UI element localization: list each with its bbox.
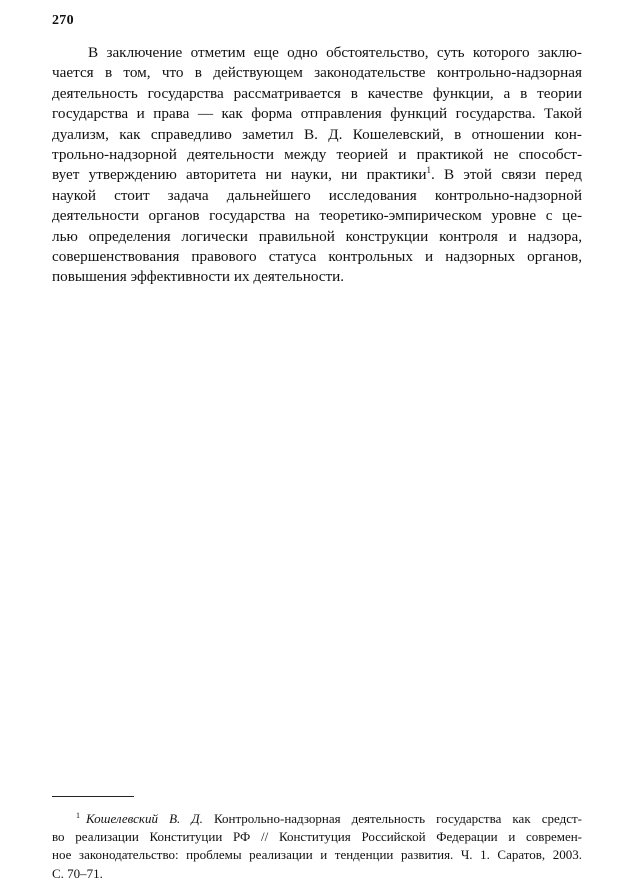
page-number: 270 bbox=[52, 13, 74, 28]
footnote-reference[interactable]: 1 bbox=[426, 165, 432, 176]
footnote-line: С. 70–71. bbox=[52, 865, 103, 881]
paragraph-line: государства и права — как форма отправления функций государства. Такой bbox=[52, 105, 582, 123]
main-paragraph bbox=[52, 43, 582, 288]
paragraph-line: чается в том, что в действующем законодательстве контрольно-надзорная bbox=[52, 64, 582, 82]
footnote bbox=[52, 810, 582, 883]
footnote-divider bbox=[52, 796, 134, 797]
paragraph-line: деятельность государства рассматривается в качестве функции, а в теории bbox=[52, 84, 582, 102]
paragraph-line: наукой стоит задача дальнейшего исследования контрольно-надзорной bbox=[52, 186, 582, 204]
paragraph-line-text: вует утверждению авторитета ни науки, ни практики bbox=[52, 166, 427, 184]
paragraph-line: В заключение отметим еще одно обстоятельство, суть которого заклю- bbox=[88, 44, 582, 61]
footnote-text: Контрольно-надзорная деятельность государства как средст- bbox=[202, 811, 582, 826]
paragraph-line: повышения эффективности их деятельности. bbox=[52, 268, 345, 286]
paragraph-line-with-footnote bbox=[52, 165, 582, 185]
paragraph-line: лью определения логически правильной конструкции контроля и надзора, bbox=[52, 227, 582, 245]
paragraph-line: дуализм, как справедливо заметил В. Д. Кошелевский, в отношении кон- bbox=[52, 125, 582, 143]
paragraph-line: деятельности органов государства на теоретико-эмпирическом уровне с це- bbox=[52, 207, 582, 225]
footnote-line: ное законодательство: проблемы реализации и тенденции развития. Ч. 1. Саратов, 2003. bbox=[52, 847, 582, 863]
footnote-line: во реализации Конституции РФ // Конституция Российской Федерации и современ- bbox=[52, 829, 582, 845]
paragraph-line: трольно-надзорной деятельности между теорией и практикой не способст- bbox=[52, 146, 582, 164]
footnote-author: Кошелевский В. Д. bbox=[86, 811, 203, 826]
footnote-line bbox=[52, 810, 582, 828]
paragraph-line-tail: . В этой связи перед bbox=[431, 166, 582, 184]
paragraph-line: совершенствования правового статуса контрольных и надзорных органов, bbox=[52, 248, 582, 266]
footnote-mark: 1 bbox=[76, 810, 80, 820]
